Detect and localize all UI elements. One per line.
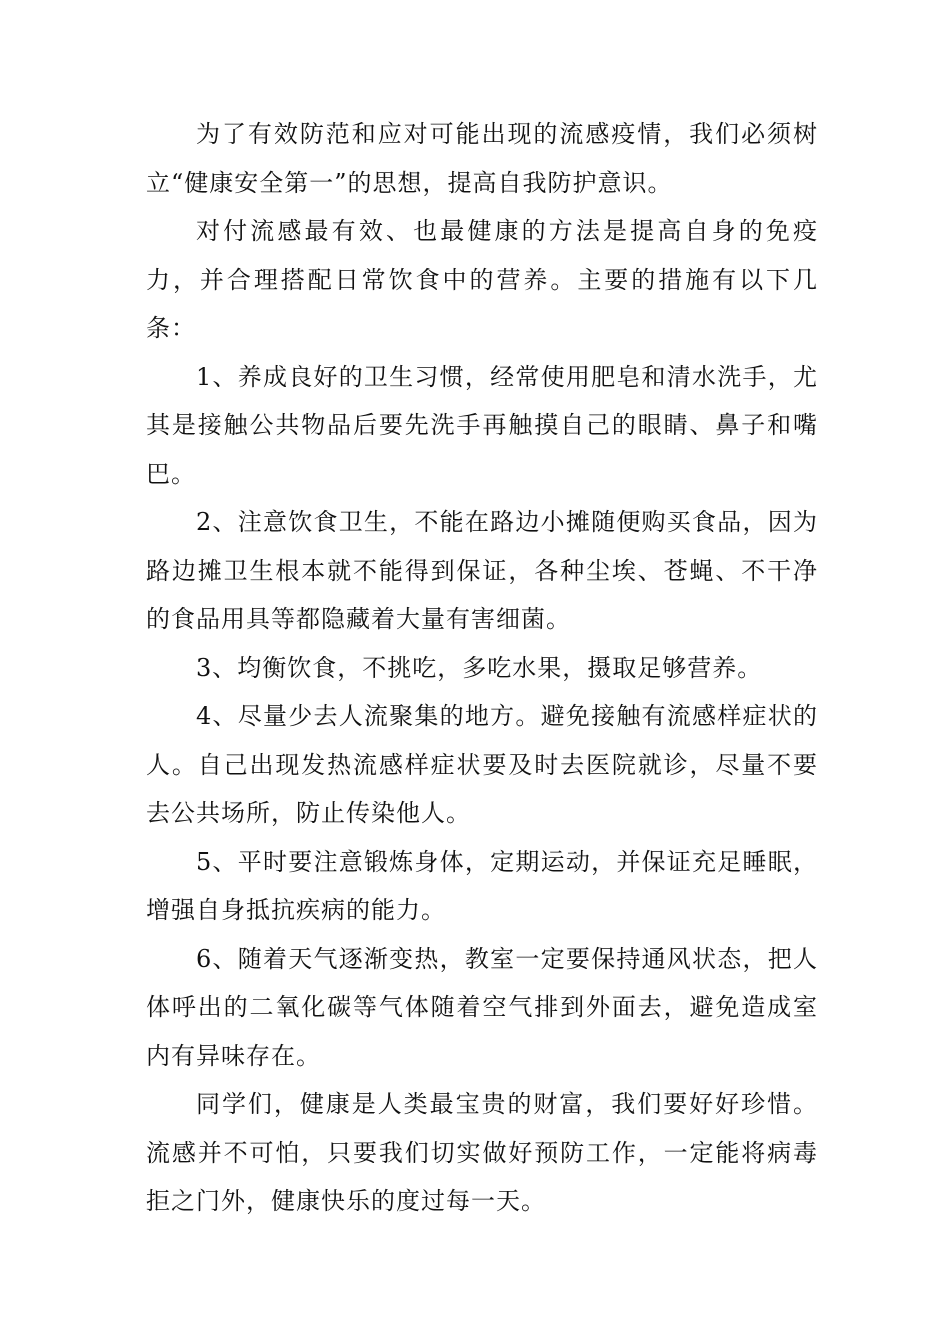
document-body xyxy=(146,110,818,1226)
measure-item-6: 6、随着天气逐渐变热，教室一定要保持通风状态，把人体呼出的二氧化碳等气体随着空气排到外面去，避免造成室内有异味存在。 xyxy=(146,944,818,1070)
measure-item-5: 5、平时要注意锻炼身体，定期运动，并保证充足睡眠，增强自身抵抗疾病的能力。 xyxy=(146,847,818,924)
method-paragraph: 对付流感最有效、也最健康的方法是提高自身的免疫力，并合理搭配日常饮食中的营养。主要的措施有以下几条： xyxy=(146,217,818,342)
measure-item-4: 4、尽量少去人流聚集的地方。避免接触有流感样症状的人。自己出现发热流感样症状要及时去医院就诊，尽量不要去公共场所，防止传染他人。 xyxy=(146,702,818,827)
closing-paragraph: 同学们，健康是人类最宝贵的财富，我们要好好珍惜。流感并不可怕，只要我们切实做好预防工作，一定能将病毒拒之门外，健康快乐的度过每一天。 xyxy=(146,1090,818,1215)
measure-item-3: 3、均衡饮食，不挑吃，多吃水果，摄取足够营养。 xyxy=(196,653,763,682)
intro-paragraph: 为了有效防范和应对可能出现的流感疫情，我们必须树立“健康安全第一”的思想，提高自我防护意识。 xyxy=(146,120,818,197)
measure-item-1: 1、养成良好的卫生习惯，经常使用肥皂和清水洗手，尤其是接触公共物品后要先洗手再触摸自己的眼睛、鼻子和嘴巴。 xyxy=(146,362,818,488)
measure-item-2: 2、注意饮食卫生，不能在路边小摊随便购买食品，因为路边摊卫生根本就不能得到保证，各种尘埃、苍蝇、不干净的食品用具等都隐藏着大量有害细菌。 xyxy=(146,508,818,633)
